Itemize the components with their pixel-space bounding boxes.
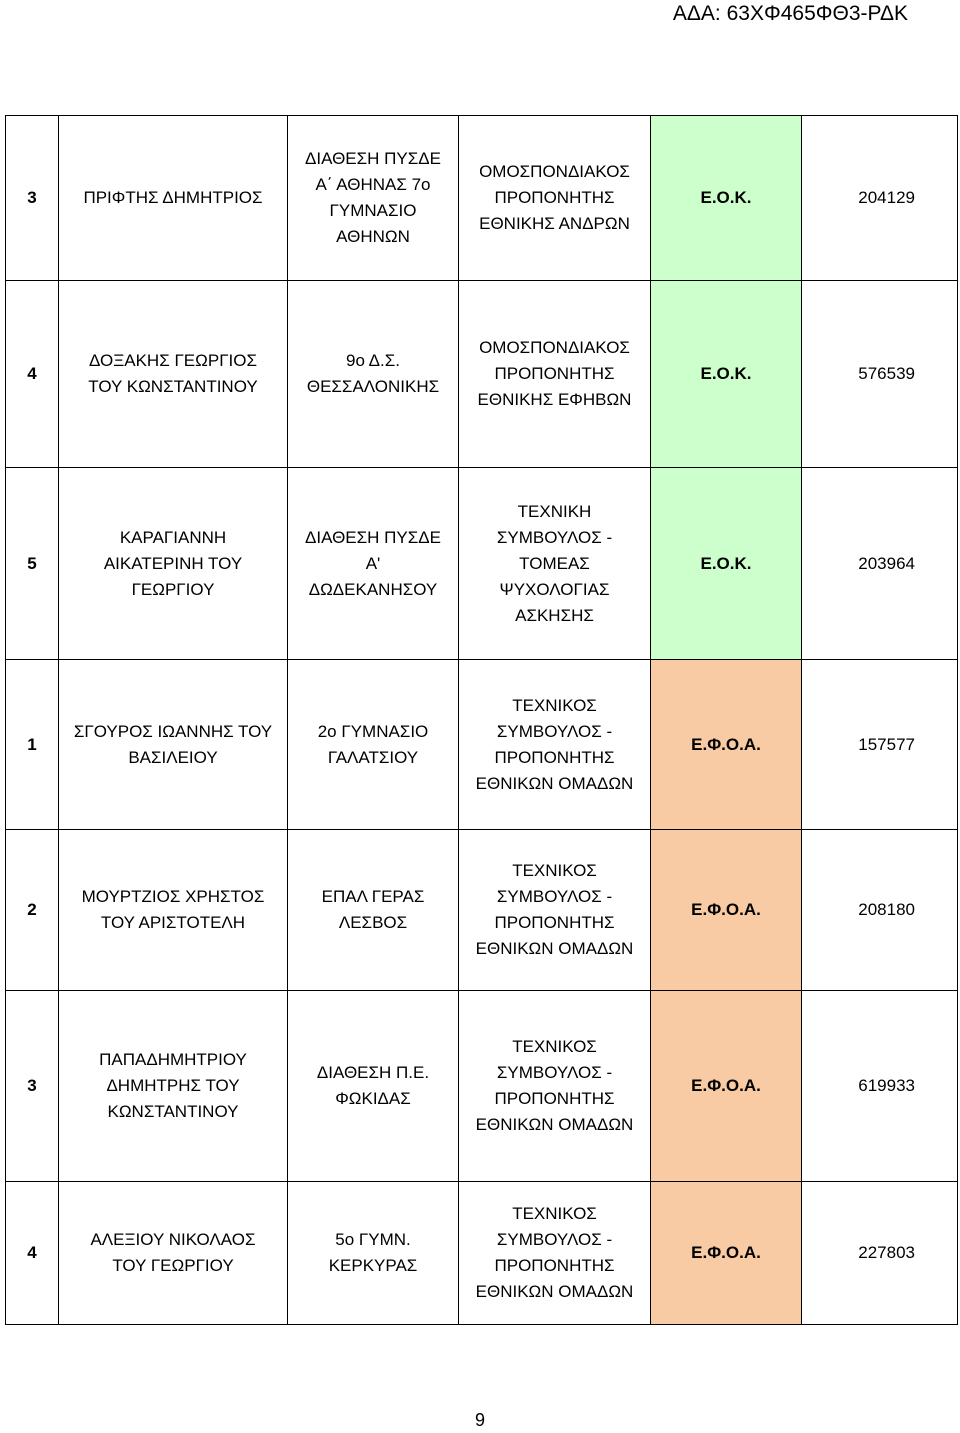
row-number-cell: 4 xyxy=(6,281,59,468)
role-line: ΤΕΧΝΙΚΟΣ xyxy=(512,861,597,880)
federation-cell: Ε.Φ.Ο.Α. xyxy=(651,660,802,830)
role-cell xyxy=(459,468,651,660)
table-row xyxy=(6,1182,958,1325)
table-row xyxy=(6,660,958,830)
school-line: ΔΙΑΘΕΣΗ Π.Ε. xyxy=(316,1063,430,1082)
name-line: ΑΛΕΞΙΟΥ ΝΙΚΟΛΑΟΣ xyxy=(90,1230,256,1249)
assignments-table xyxy=(5,115,958,1325)
table-row xyxy=(6,116,958,281)
role-line: ΤΕΧΝΙΚΟΣ xyxy=(512,1204,597,1223)
role-line: ΨΥΧΟΛΟΓΙΑΣ xyxy=(499,579,610,599)
federation-cell: Ε.Φ.Ο.Α. xyxy=(651,830,802,991)
school-line: 9ο Δ.Σ. xyxy=(345,351,400,370)
table-body xyxy=(6,116,958,1325)
role-line: ΕΘΝΙΚΗΣ ΑΝΔΡΩΝ xyxy=(479,214,630,233)
table-row xyxy=(6,830,958,991)
row-number-cell: 2 xyxy=(6,830,59,991)
role-line: ΟΜΟΣΠΟΝΔΙΑΚΟΣ xyxy=(479,338,630,357)
role-cell xyxy=(459,281,651,468)
role-line: ΤΕΧΝΙΚΗ xyxy=(517,501,592,521)
role-line: ΑΣΚΗΣΗΣ xyxy=(515,605,594,625)
name-cell xyxy=(59,830,288,991)
code-cell: 204129 xyxy=(802,116,958,281)
role-cell xyxy=(459,660,651,830)
name-line: ΚΩΝΣΤΑΝΤΙΝΟΥ xyxy=(107,1102,239,1121)
role-line: ΣΥΜΒΟΥΛΟΣ - xyxy=(496,527,613,547)
name-cell xyxy=(59,991,288,1182)
code-cell: 203964 xyxy=(802,468,958,660)
role-line: ΤΕΧΝΙΚΟΣ xyxy=(512,1037,597,1056)
role-line: ΕΘΝΙΚΗΣ ΕΦΗΒΩΝ xyxy=(477,390,632,409)
name-line: ΒΑΣΙΛΕΙΟΥ xyxy=(128,747,218,767)
row-number-cell: 3 xyxy=(6,991,59,1182)
name-line: ΤΟΥ ΓΕΩΡΓΙΟΥ xyxy=(112,1256,234,1275)
role-line: ΟΜΟΣΠΟΝΔΙΑΚΟΣ xyxy=(479,162,630,181)
code-cell: 227803 xyxy=(802,1182,958,1325)
school-cell xyxy=(288,281,459,468)
role-line: ΣΥΜΒΟΥΛΟΣ - xyxy=(496,1063,613,1082)
role-cell xyxy=(459,116,651,281)
federation-cell: Ε.Ο.Κ. xyxy=(651,116,802,281)
name-line: ΔΗΜΗΤΡΗΣ ΤΟΥ xyxy=(106,1076,240,1095)
code-cell: 157577 xyxy=(802,660,958,830)
ada-header: ΑΔΑ: 63ΧΦ465ΦΘ3-ΡΔΚ xyxy=(672,2,908,25)
name-line: ΜΟΥΡΤΖΙΟΣ ΧΡΗΣΤΟΣ xyxy=(81,887,265,906)
row-number-cell: 1 xyxy=(6,660,59,830)
school-line: ΓΥΜΝΑΣΙΟ xyxy=(329,201,417,220)
federation-cell: Ε.Ο.Κ. xyxy=(651,281,802,468)
school-cell xyxy=(288,116,459,281)
federation-cell: Ε.Φ.Ο.Α. xyxy=(651,1182,802,1325)
school-cell xyxy=(288,991,459,1182)
table-row xyxy=(6,281,958,468)
table-row xyxy=(6,468,958,660)
name-line: ΠΡΙΦΤΗΣ ΔΗΜΗΤΡΙΟΣ xyxy=(83,188,263,207)
school-cell xyxy=(288,830,459,991)
school-line: ΔΙΑΘΕΣΗ ΠΥΣΔΕ xyxy=(305,149,441,168)
school-line: ΔΩΔΕΚΑΝΗΣΟΥ xyxy=(308,579,438,599)
school-line: ΦΩΚΙΔΑΣ xyxy=(335,1089,411,1108)
code-cell: 208180 xyxy=(802,830,958,991)
school-line: 5ο ΓΥΜΝ. xyxy=(335,1230,411,1249)
code-cell: 576539 xyxy=(802,281,958,468)
school-line: ΓΑΛΑΤΣΙΟΥ xyxy=(327,747,419,767)
school-line: ΕΠΑΛ ΓΕΡΑΣ xyxy=(321,887,425,906)
role-line: ΣΥΜΒΟΥΛΟΣ - xyxy=(496,887,613,906)
name-cell xyxy=(59,281,288,468)
role-line: ΤΕΧΝΙΚΟΣ xyxy=(512,695,597,715)
role-line: ΣΥΜΒΟΥΛΟΣ - xyxy=(496,721,613,741)
page-number: 9 xyxy=(474,1410,485,1430)
role-line: ΠΡΟΠΟΝΗΤΗΣ xyxy=(494,913,615,932)
row-number-cell: 4 xyxy=(6,1182,59,1325)
name-line: ΤΟΥ ΚΩΝΣΤΑΝΤΙΝΟΥ xyxy=(88,377,258,396)
role-line: ΕΘΝΙΚΩΝ ΟΜΑΔΩΝ xyxy=(475,939,634,958)
school-line: ΘΕΣΣΑΛΟΝΙΚΗΣ xyxy=(306,377,440,396)
name-line: ΠΑΠΑΔΗΜΗΤΡΙΟΥ xyxy=(99,1050,247,1069)
federation-cell: Ε.Φ.Ο.Α. xyxy=(651,991,802,1182)
role-line: ΕΘΝΙΚΩΝ ΟΜΑΔΩΝ xyxy=(475,773,634,793)
role-line: ΣΥΜΒΟΥΛΟΣ - xyxy=(496,1230,613,1249)
name-line: ΓΕΩΡΓΙΟΥ xyxy=(131,579,215,599)
role-line: ΕΘΝΙΚΩΝ ΟΜΑΔΩΝ xyxy=(475,1115,634,1134)
school-cell xyxy=(288,468,459,660)
role-line: ΠΡΟΠΟΝΗΤΗΣ xyxy=(494,1089,615,1108)
role-line: ΤΟΜΕΑΣ xyxy=(519,553,590,573)
row-number-cell: 3 xyxy=(6,116,59,281)
table-row xyxy=(6,991,958,1182)
school-cell xyxy=(288,1182,459,1325)
school-line: ΛΕΣΒΟΣ xyxy=(338,913,408,932)
name-line: ΑΙΚΑΤΕΡΙΝΗ ΤΟΥ xyxy=(103,553,243,573)
name-line: ΣΓΟΥΡΟΣ ΙΩΑΝΝΗΣ ΤΟΥ xyxy=(73,721,273,741)
name-line: ΔΟΞΑΚΗΣ ΓΕΩΡΓΙΟΣ xyxy=(88,351,258,370)
school-line: ΚΕΡΚΥΡΑΣ xyxy=(328,1256,418,1275)
school-line: Α' xyxy=(365,553,381,573)
name-cell xyxy=(59,1182,288,1325)
school-cell xyxy=(288,660,459,830)
code-cell: 619933 xyxy=(802,991,958,1182)
name-line: ΤΟΥ ΑΡΙΣΤΟΤΕΛΗ xyxy=(100,913,246,932)
role-cell xyxy=(459,991,651,1182)
role-line: ΠΡΟΠΟΝΗΤΗΣ xyxy=(494,747,615,767)
role-line: ΠΡΟΠΟΝΗΤΗΣ xyxy=(494,364,615,383)
row-number-cell: 5 xyxy=(6,468,59,660)
school-line: ΔΙΑΘΕΣΗ ΠΥΣΔΕ xyxy=(305,527,441,547)
role-line: ΠΡΟΠΟΝΗΤΗΣ xyxy=(494,188,615,207)
name-cell xyxy=(59,468,288,660)
role-cell xyxy=(459,1182,651,1325)
role-cell xyxy=(459,830,651,991)
federation-cell: Ε.Ο.Κ. xyxy=(651,468,802,660)
role-line: ΠΡΟΠΟΝΗΤΗΣ xyxy=(494,1256,615,1275)
role-line: ΕΘΝΙΚΩΝ ΟΜΑΔΩΝ xyxy=(475,1282,634,1301)
name-line: ΚΑΡΑΓΙΑΝΝΗ xyxy=(119,527,227,547)
name-cell xyxy=(59,660,288,830)
school-line: 2ο ΓΥΜΝΑΣΙΟ xyxy=(317,721,429,741)
school-line: ΑΘΗΝΩΝ xyxy=(336,227,410,246)
school-line: Α΄ ΑΘΗΝΑΣ 7ο xyxy=(315,175,431,194)
name-cell xyxy=(59,116,288,281)
